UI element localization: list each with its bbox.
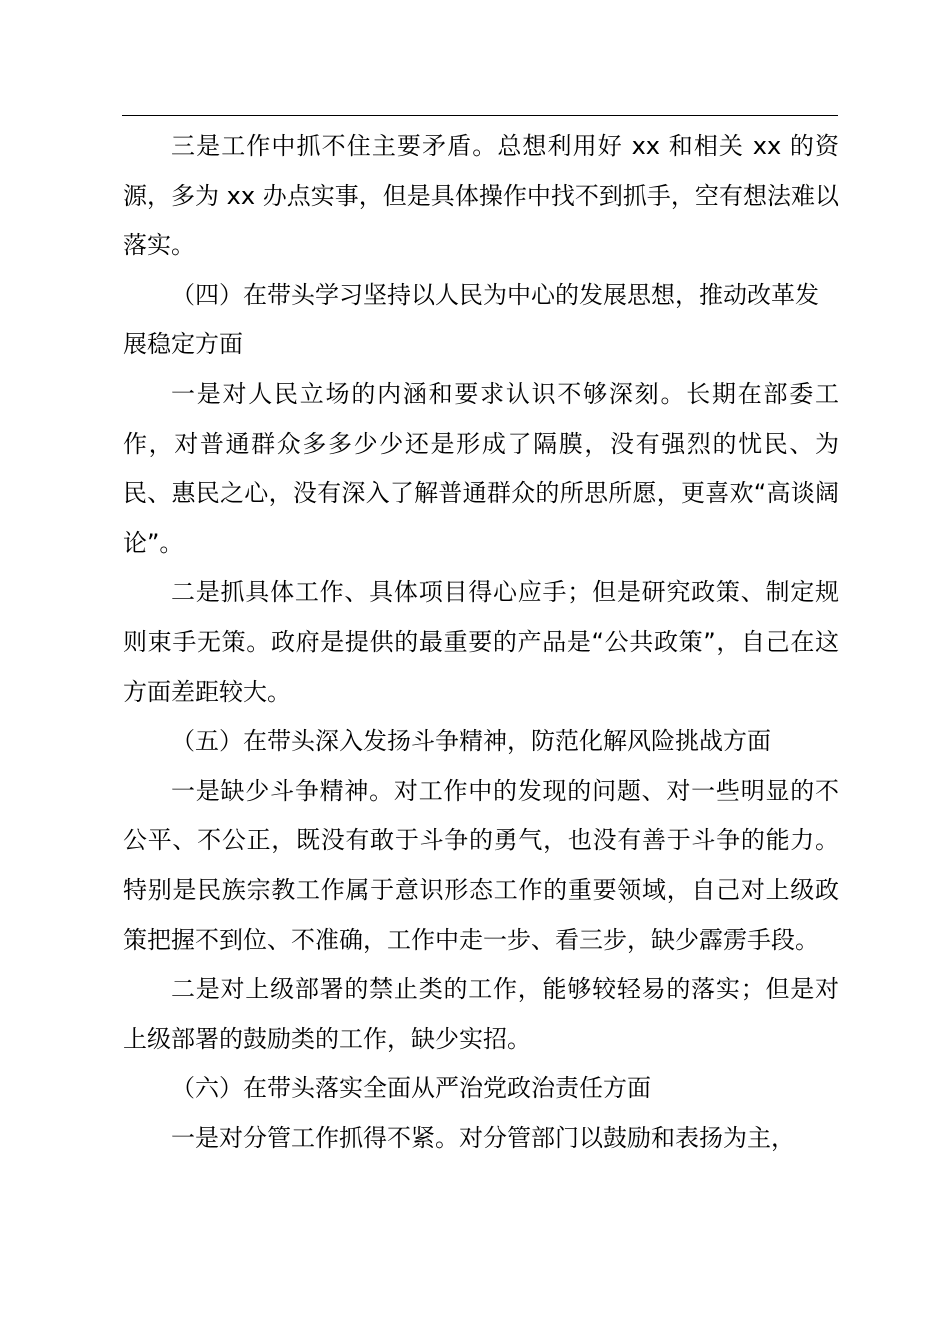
document-body: [123, 122, 839, 1163]
paragraph-people-stance: 一是对人民立场的内涵和要求认识不够深刻。长期在部委工作，对普通群众多多少少还是形成了隔膜，没有强烈的忧民、为民、惠民之心，没有深入了解普通群众的所思所愿，更喜欢“高谈阔论”。: [123, 379, 839, 557]
section-heading-5: （五）在带头深入发扬斗争精神，防范化解风险挑战方面: [171, 727, 771, 756]
header-rule: [122, 115, 838, 116]
section-heading-4: （四）在带头学习坚持以人民为中心的发展思想，推动改革发展稳定方面: [123, 280, 819, 359]
paragraph-three-contradictions: 三是工作中抓不住主要矛盾。总想利用好 xx 和相关 xx 的资源，多为 xx 办点实事，但是具体操作中找不到抓手，空有想法难以落实。: [123, 132, 839, 260]
paragraph-management: 一是对分管工作抓得不紧。对分管部门以鼓励和表扬为主，: [171, 1123, 795, 1152]
section-heading-6: （六）在带头落实全面从严治党政治责任方面: [171, 1074, 651, 1103]
paragraph-struggle-spirit: 一是缺少斗争精神。对工作中的发现的问题、对一些明显的不公平、不公正，既没有敢于斗争的勇气，也没有善于斗争的能力。特别是民族宗教工作属于意识形态工作的重要领域，自己对上级政策把握不到位、不准确，工作中走一步、看三步，缺少霹雳手段。: [123, 776, 839, 954]
paragraph-policy-making: 二是抓具体工作、具体项目得心应手；但是研究政策、制定规则束手无策。政府是提供的最重要的产品是“公共政策”，自己在这方面差距较大。: [123, 578, 839, 706]
paragraph-superior-deployment: 二是对上级部署的禁止类的工作，能够较轻易的落实；但是对上级部署的鼓励类的工作，缺少实招。: [123, 975, 839, 1053]
